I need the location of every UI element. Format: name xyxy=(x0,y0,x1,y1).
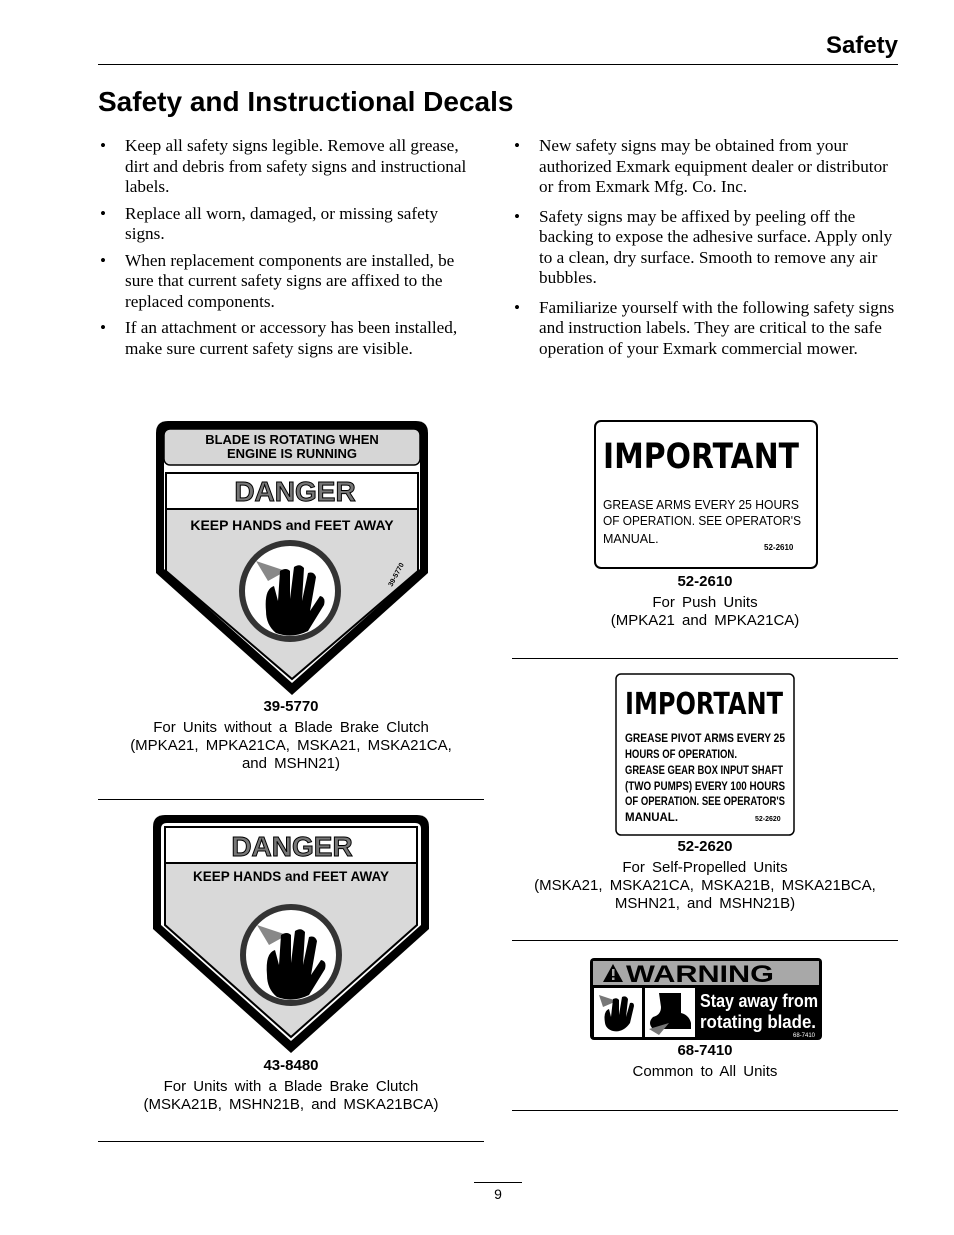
bullet-item: • When replacement components are installed, be sure that current safety signs are affixed to the replaced components. xyxy=(98,251,470,313)
page-title: Safety and Instructional Decals xyxy=(98,86,514,117)
bullet-item: • If an attachment or accessory has been installed, make sure current safety signs are visible. xyxy=(98,318,470,359)
decal-part-number: 39-5770 xyxy=(387,561,406,588)
bullet-item: • New safety signs may be obtained from your authorized Exmark equipment dealer or distributor or from Exmark Mfg. Co. Inc. xyxy=(512,136,902,198)
decal-caption xyxy=(98,698,484,773)
header-rule xyxy=(98,64,898,65)
decal-message: rotating blade. xyxy=(700,1012,816,1032)
decal-text-line: MANUAL. xyxy=(603,532,659,546)
decal-text-line: HOURS OF OPERATION. xyxy=(625,749,737,761)
decal-43-8480 xyxy=(153,815,429,1055)
decal-top-line: ENGINE IS RUNNING xyxy=(226,446,358,461)
divider xyxy=(98,1141,484,1142)
decal-text-line: GREASE ARMS EVERY 25 HOURS xyxy=(603,498,799,512)
hand-blade-icon xyxy=(243,907,339,1003)
page-number-rule xyxy=(474,1182,522,1183)
decal-caption-line: (MPKA21, MPKA21CA, MSKA21, MSKA21CA, xyxy=(130,737,452,754)
decal-text-line: GREASE PIVOT ARMS EVERY 25 xyxy=(625,733,786,745)
decal-code: 68-7410 xyxy=(677,1042,733,1059)
decal-code: 43-8480 xyxy=(263,1057,319,1074)
bullet-item: • Familiarize yourself with the following safety signs and instruction labels. They are critical to the safe operation of your Exmark commercial mower. xyxy=(512,298,902,360)
decal-caption-line: MSHN21, and MSHN21B) xyxy=(614,895,796,912)
decal-text-line: OF OPERATION. SEE OPERATOR'S xyxy=(625,796,786,808)
divider xyxy=(512,1110,898,1111)
decal-caption-line: (MSKA21B, MSHN21B, and MSKA21BCA) xyxy=(143,1096,439,1113)
divider xyxy=(98,799,484,800)
bullet-item: • Keep all safety signs legible. Remove all grease, dirt and debris from safety signs and instructional labels. xyxy=(98,136,470,198)
decal-caption-line: For Push Units xyxy=(652,594,758,611)
divider xyxy=(512,658,898,659)
decal-text-line: (TWO PUMPS) EVERY 100 HOURS xyxy=(625,781,786,793)
decal-part-number: 68-7410 xyxy=(793,1033,816,1039)
decal-signal-word: DANGER xyxy=(234,476,356,507)
decal-caption-line: Common to All Units xyxy=(632,1063,778,1080)
decal-message: Stay away from xyxy=(700,991,818,1011)
bullet-item: • Safety signs may be affixed by peeling off the backing to expose the adhesive surface. Apply only to a clean, dry surface. Smooth to remove any air bubbles. xyxy=(512,207,902,289)
decal-68-7410 xyxy=(589,957,823,1041)
decal-caption xyxy=(512,1042,898,1081)
decal-text-line: OF OPERATION. SEE OPERATOR'S xyxy=(603,514,801,528)
decal-caption-line: For Self-Propelled Units xyxy=(622,859,788,876)
page-number: 9 xyxy=(494,1186,502,1202)
decal-part-number: 52-2610 xyxy=(764,543,794,552)
decal-caption-line: and MSHN21) xyxy=(241,755,341,772)
decal-signal-word: DANGER xyxy=(231,831,353,862)
decal-caption xyxy=(512,838,898,913)
decal-message: KEEP HANDS and FEET AWAY xyxy=(190,517,394,533)
decal-52-2620 xyxy=(615,673,795,837)
decal-caption-line: For Units without a Blade Brake Clutch xyxy=(153,719,429,736)
decal-signal-word: IMPORTANT xyxy=(625,687,784,722)
decal-code: 52-2620 xyxy=(677,838,733,855)
decal-signal-word: WARNING xyxy=(626,961,774,988)
hand-blade-icon xyxy=(242,543,338,639)
decal-message: KEEP HANDS and FEET AWAY xyxy=(192,869,390,884)
decal-top-line: BLADE IS ROTATING WHEN xyxy=(205,432,379,447)
decal-caption xyxy=(512,573,898,630)
section-title: Safety xyxy=(825,32,898,59)
decal-code: 39-5770 xyxy=(263,698,319,715)
decal-caption-line: (MSKA21, MSKA21CA, MSKA21B, MSKA21BCA, xyxy=(534,877,876,894)
decal-part-number: 52-2620 xyxy=(755,816,781,823)
decal-caption-line: (MPKA21 and MPKA21CA) xyxy=(610,612,800,629)
decal-39-5770 xyxy=(156,421,428,697)
bullet-item: • Replace all worn, damaged, or missing safety signs. xyxy=(98,204,470,245)
decal-signal-word: IMPORTANT xyxy=(603,437,800,477)
decal-caption-line: For Units with a Blade Brake Clutch xyxy=(163,1078,419,1095)
decal-52-2610 xyxy=(594,420,818,570)
bullet-list-right xyxy=(512,136,902,368)
bullet-list-left xyxy=(98,136,470,365)
divider xyxy=(512,940,898,941)
decal-code: 52-2610 xyxy=(677,573,733,590)
decal-text-line: GREASE GEAR BOX INPUT SHAFT xyxy=(625,765,783,777)
decal-caption xyxy=(98,1057,484,1114)
decal-text-line: MANUAL. xyxy=(625,812,679,824)
